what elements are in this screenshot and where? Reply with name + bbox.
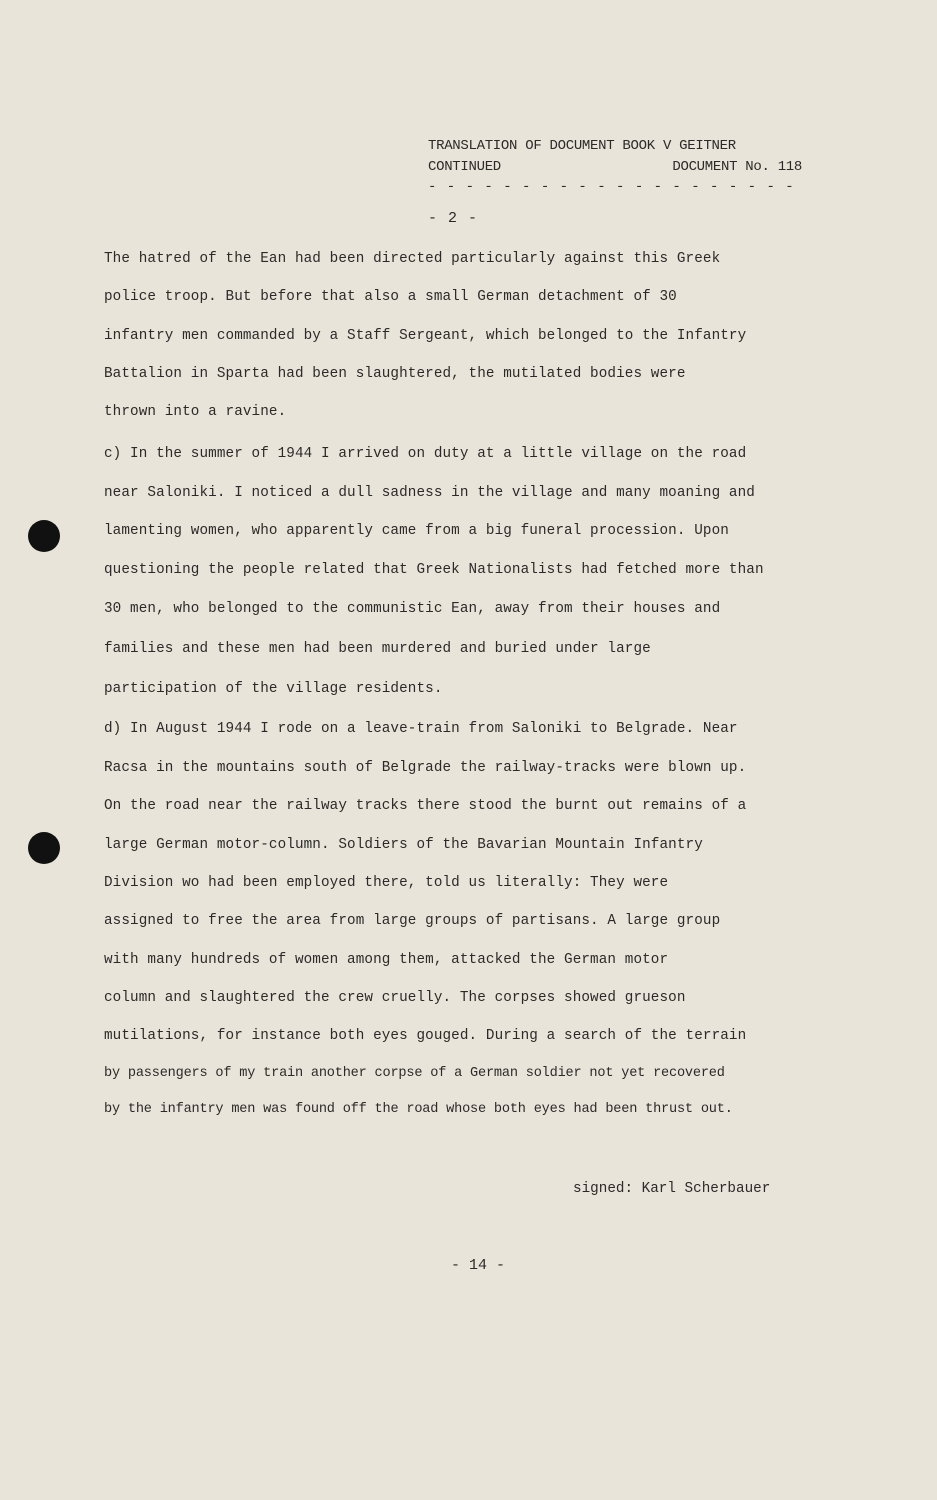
punch-hole-bottom — [28, 832, 60, 864]
header-dashes: - - - - - - - - - - - - - - - - - - - - — [428, 179, 795, 195]
header-continued-row — [428, 157, 808, 178]
body-line: large German motor-column. Soldiers of the Bavarian Mountain Infantry — [104, 837, 703, 853]
body-line: 30 men, who belonged to the communistic Ean, away from their houses and — [104, 601, 721, 617]
document-header — [428, 136, 808, 198]
body-line: thrown into a ravine. — [104, 404, 287, 420]
body-line: assigned to free the area from large groups of partisans. A large group — [104, 913, 721, 929]
footer-page-number: - 14 - — [451, 1257, 506, 1274]
header-title-text: TRANSLATION OF DOCUMENT BOOK V GEITNER — [428, 138, 736, 154]
body-line: with many hundreds of women among them, attacked the German motor — [104, 952, 669, 968]
body-line: The hatred of the Ean had been directed particularly against this Greek — [104, 251, 721, 267]
body-line: by passengers of my train another corpse of a German soldier not yet recovered — [104, 1066, 725, 1081]
body-line: participation of the village residents. — [104, 681, 443, 697]
body-line: Battalion in Sparta had been slaughtered, the mutilated bodies were — [104, 366, 686, 382]
body-line: Division wo had been employed there, told us literally: They were — [104, 875, 669, 891]
header-continued: CONTINUED — [428, 159, 501, 175]
body-line: police troop. But before that also a small German detachment of 30 — [104, 289, 677, 305]
body-line: families and these men had been murdered and buried under large — [104, 641, 651, 657]
body-line: mutilations, for instance both eyes gouged. During a search of the terrain — [104, 1028, 747, 1044]
body-line: d) In August 1944 I rode on a leave-train from Saloniki to Belgrade. Near — [104, 721, 738, 737]
body-line: column and slaughtered the crew cruelly. The corpses showed grueson — [104, 990, 686, 1006]
header-document-number: DOCUMENT No. 118 — [672, 159, 802, 175]
body-line: c) In the summer of 1944 I arrived on duty at a little village on the road — [104, 446, 747, 462]
body-line: near Saloniki. I noticed a dull sadness in the village and many moaning and — [104, 485, 755, 501]
body-line: lamenting women, who apparently came from a big funeral procession. Upon — [104, 523, 729, 539]
page-marker: - 2 - — [428, 210, 479, 227]
signature: signed: Karl Scherbauer — [573, 1181, 771, 1197]
punch-hole-top — [28, 520, 60, 552]
header-title — [428, 136, 808, 157]
body-line: On the road near the railway tracks there stood the burnt out remains of a — [104, 798, 747, 814]
body-line: questioning the people related that Greek Nationalists had fetched more than — [104, 562, 764, 578]
body-line: Racsa in the mountains south of Belgrade the railway-tracks were blown up. — [104, 760, 747, 776]
body-line: infantry men commanded by a Staff Sergeant, which belonged to the Infantry — [104, 328, 747, 344]
body-line: by the infantry men was found off the road whose both eyes had been thrust out. — [104, 1102, 733, 1117]
